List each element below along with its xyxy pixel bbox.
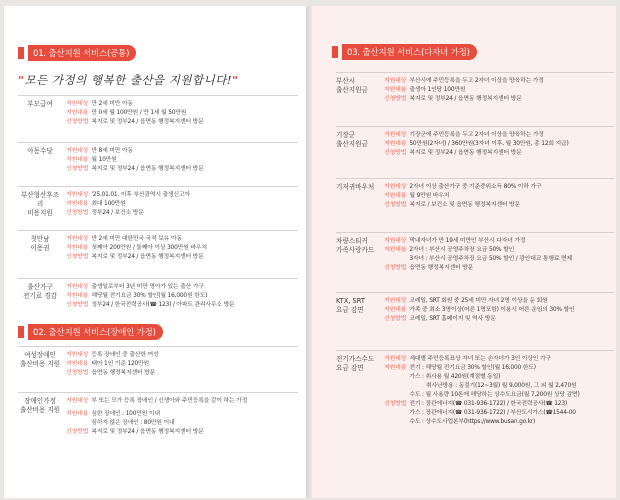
row-value: 만 2세 미만 아동 bbox=[91, 101, 133, 107]
section-title-common bbox=[18, 45, 136, 61]
service-utility-discount bbox=[336, 350, 614, 440]
row-label: 신청방법 bbox=[384, 96, 407, 102]
service-name: 첫만남 이용권 bbox=[30, 235, 50, 252]
row-label: 지원내용 bbox=[384, 193, 407, 199]
row-value: 만 2세 미만 대한민국 국적 보유 아동 bbox=[91, 236, 182, 242]
row-value: 정부24 / 보건소 방문 bbox=[91, 210, 144, 216]
row-value: 부산시에 주민등록을 두고 2자녀 이상을 양육하는 가정 bbox=[409, 78, 544, 84]
section-title-marker bbox=[332, 46, 338, 58]
row-label: 신청방법 bbox=[66, 254, 89, 260]
row-label: 지원대상 bbox=[384, 356, 407, 362]
row-label: 지원대상 bbox=[66, 192, 89, 198]
service-name: 출산가구 전기료 경감 bbox=[23, 283, 57, 300]
row-value: 심하지 않은 장애인 : 80만원 이내 bbox=[91, 420, 175, 426]
row-value: 복지로 및 정부24 / 읍면동 행정복지센터 방문 bbox=[409, 96, 522, 102]
row-label: 지원대상 bbox=[66, 284, 89, 290]
section-title-marker bbox=[18, 326, 24, 338]
row-value: 3자녀 : 부산시 공영주차장 요금 50% 할인 / 광안대교 통행료 면제 bbox=[409, 256, 572, 262]
row-value: 등록 장애인 중 출산한 여성 bbox=[91, 352, 159, 358]
row-value: 출생아 1인당 100만원 bbox=[409, 87, 466, 93]
row-value: '25.01.01. 이후 부산광역시 출생신고아 bbox=[91, 192, 190, 198]
row-label: 지원대상 bbox=[384, 184, 407, 190]
service-name: 부모급여 bbox=[27, 100, 53, 108]
row-label: 신청방법 bbox=[66, 370, 89, 376]
row-value: 읍면동 행정복지센터 방문 bbox=[91, 370, 156, 376]
row-value: 만 0세 월 100만원 / 만 1세 월 50만원 bbox=[91, 110, 187, 116]
row-label: 신청방법 bbox=[66, 302, 89, 308]
service-first-meeting-voucher bbox=[18, 230, 298, 276]
row-label: 지원내용 bbox=[66, 361, 89, 367]
service-train-fare-discount bbox=[336, 292, 614, 346]
service-name: 여성장애인 출산비용 지원 bbox=[19, 351, 61, 368]
row-label: 지원대상 bbox=[384, 78, 407, 84]
row-label: 지원대상 bbox=[384, 132, 407, 138]
service-disabled-family-birth bbox=[18, 392, 298, 452]
section-title-multichild bbox=[332, 44, 477, 60]
row-value: 전기 : 해당월 전기요금 30% 할인(월 16,000 한도) bbox=[409, 365, 536, 371]
row-label: 신청방법 bbox=[66, 119, 89, 125]
row-label: 지원내용 bbox=[384, 87, 407, 93]
row-value: 복지로 / 보건소 및 읍면동 행정복지센터 방문 bbox=[409, 202, 521, 208]
service-electricity-discount bbox=[18, 278, 298, 318]
service-name: 기장군 출산지원금 bbox=[336, 131, 368, 148]
row-value: 복지로 및 정부24 / 읍면동 행정복지센터 방문 bbox=[409, 150, 522, 156]
row-label: 지원대상 bbox=[66, 398, 89, 404]
service-gijang-birth-grant bbox=[336, 126, 614, 174]
row-label: 신청방법 bbox=[66, 429, 89, 435]
row-label: 지원내용 bbox=[384, 141, 407, 147]
service-name: 아동수당 bbox=[27, 147, 53, 155]
row-label: 지원대상 bbox=[66, 148, 89, 154]
service-postpartum-care bbox=[18, 186, 298, 228]
service-child-allowance bbox=[18, 142, 298, 184]
section-title-disabled bbox=[18, 324, 163, 340]
service-name: 부산시 출산지원금 bbox=[336, 77, 368, 94]
row-label: 신청방법 bbox=[384, 316, 407, 322]
row-label: 지원대상 bbox=[66, 101, 89, 107]
row-value: 월 9만원 바우처 bbox=[409, 193, 450, 199]
row-value: 코레일, SRT 홈페이지 및 역사 방문 bbox=[409, 316, 496, 322]
row-label: 지원대상 bbox=[66, 236, 89, 242]
row-value: 정부24 / 한국전력공사(☎ 123) / 아파트 관리사무소 방문 bbox=[91, 302, 235, 308]
row-value: 첫째아 200만원 / 둘째아 이상 300만원 바우처 bbox=[91, 245, 207, 251]
service-name: 차량스티커 가족사랑카드 bbox=[336, 237, 375, 254]
row-label: 신청방법 bbox=[384, 202, 407, 208]
service-disabled-woman-birth bbox=[18, 346, 298, 388]
section-title-text: 03. 출산지원 서비스(다자녀 가정) bbox=[342, 44, 477, 60]
row-value: 가스 : 장관에너지(☎ 031-936-1722) / 부산도시가스(☎1544-00 bbox=[409, 410, 576, 416]
row-value: 기장군에 주민등록을 두고 2자녀 이상을 양육하는 가정 bbox=[409, 132, 544, 138]
row-label: 지원대상 bbox=[66, 352, 89, 358]
section-title-text: 02. 출산지원 서비스(장애인 가정) bbox=[28, 324, 163, 340]
row-label: 지원내용 bbox=[66, 201, 89, 207]
row-value: 최대 100만원 bbox=[91, 201, 126, 207]
service-name: 부산형산후조리 비용지원 bbox=[20, 191, 60, 217]
row-value: 출생일로부터 3년 미만 영아가 있는 출산 가구 bbox=[91, 284, 204, 290]
row-label: 지원내용 bbox=[66, 110, 89, 116]
row-label: 지원내용 bbox=[66, 245, 89, 251]
row-value: 전기 : 장관에너지(☎ 031-936-1722) / 한국전력공사(☎ 123) bbox=[409, 401, 567, 407]
row-value: 심한 장애인 : 100만원 이내 bbox=[91, 411, 160, 417]
row-label: 지원내용 bbox=[384, 365, 407, 371]
row-value: 가족 중 최소 3명이상(어른 1명포함) 이용시 어른 운임의 30% 할인 bbox=[409, 307, 575, 313]
service-parent-benefit bbox=[18, 95, 298, 140]
row-label: 지원대상 bbox=[384, 298, 407, 304]
row-value: 수도 : 월 사용량 10톤에 해당하는 상수도요금(월 7,200원 상당 감면) bbox=[409, 392, 580, 398]
row-value: 태아 1인 기준 120만원 bbox=[91, 361, 150, 367]
row-value: 부 또는 모가 등록 장애인 / 신생아와 주민등록을 같이 하는 가정 bbox=[91, 398, 248, 404]
row-label: 신청방법 bbox=[66, 210, 89, 216]
row-value: 가스 : 취사용 월 420원(계절별 동일) bbox=[409, 374, 501, 380]
row-label: 신청방법 bbox=[384, 265, 407, 271]
row-value: 월 10만원 bbox=[91, 157, 117, 163]
slogan-text: 모든 가정의 행복한 출산을 지원합니다! bbox=[24, 73, 232, 87]
row-label: 신청방법 bbox=[66, 166, 89, 172]
row-value: 2자녀 이상 출산가구 중 기준중위소득 80% 이하 가구 bbox=[409, 184, 542, 190]
row-value: 해당월 전기요금 30% 할인(월 16,000원 한도) bbox=[91, 293, 208, 299]
row-value: 취사난방용 : 동절기(12~3월) 월 9,000원, 그 외 월 2,470원 bbox=[425, 383, 577, 389]
row-value: 만 8세 미만 아동 bbox=[91, 148, 133, 154]
service-name: 전기가스수도 요금 감면 bbox=[336, 355, 375, 372]
row-label: 지원내용 bbox=[384, 247, 407, 253]
slogan: "모든 가정의 행복한 출산을 지원합니다!" bbox=[18, 73, 239, 87]
row-value: 수도 : 상수도사업본부(https://www.busan.go.kr) bbox=[409, 419, 536, 425]
row-value: 복지로 및 정부24 / 읍면동 행정복지센터 방문 bbox=[91, 254, 204, 260]
section-title-text: 01. 출산지원 서비스(공통) bbox=[28, 45, 136, 61]
row-value: 2자녀 : 부산시 공영주차장 요금 50% 할인 bbox=[409, 247, 515, 253]
service-busan-birth-grant bbox=[336, 72, 614, 122]
row-value: 세대별 주민등록표상 자녀 또는 손자녀가 3인 이상인 가구 bbox=[409, 356, 551, 362]
service-family-love-card bbox=[336, 232, 614, 288]
row-label: 지원내용 bbox=[66, 411, 89, 417]
service-name: KTX, SRT 요금 감면 bbox=[336, 297, 365, 314]
row-value: 복지로 및 정부24 / 읍면동 행정복지센터 방문 bbox=[91, 119, 204, 125]
row-value: 막내자녀가 만 19세 미만인 부산시 다자녀 가정 bbox=[409, 238, 526, 244]
row-label: 지원내용 bbox=[384, 307, 407, 313]
row-value: 복지로 및 정부24 / 읍면동 행정복지센터 방문 bbox=[91, 166, 204, 172]
row-value: 50만원(2자녀) / 360만원(3자녀 이후, 월 30만원, 총 12회 지급) bbox=[409, 141, 569, 147]
row-label: 신청방법 bbox=[384, 150, 407, 156]
row-label: 신청방법 bbox=[384, 401, 407, 407]
service-name: 기저귀바우처 bbox=[336, 183, 375, 191]
row-value: 코레일, SRT 회원 중 25세 미만 자녀 2명 이상을 둔 회원 bbox=[409, 298, 548, 304]
row-value: 복지로 및 정부24 / 읍면동 행정복지센터 방문 bbox=[91, 429, 204, 435]
row-value: 읍면동 행정복지센터 방문 bbox=[409, 265, 474, 271]
row-label: 지원내용 bbox=[66, 293, 89, 299]
row-label: 지원대상 bbox=[384, 238, 407, 244]
section-title-marker bbox=[18, 47, 24, 59]
row-label: 지원내용 bbox=[66, 157, 89, 163]
service-name: 장애인가정 출산비용 지원 bbox=[19, 397, 61, 414]
service-diaper-voucher bbox=[336, 178, 614, 228]
